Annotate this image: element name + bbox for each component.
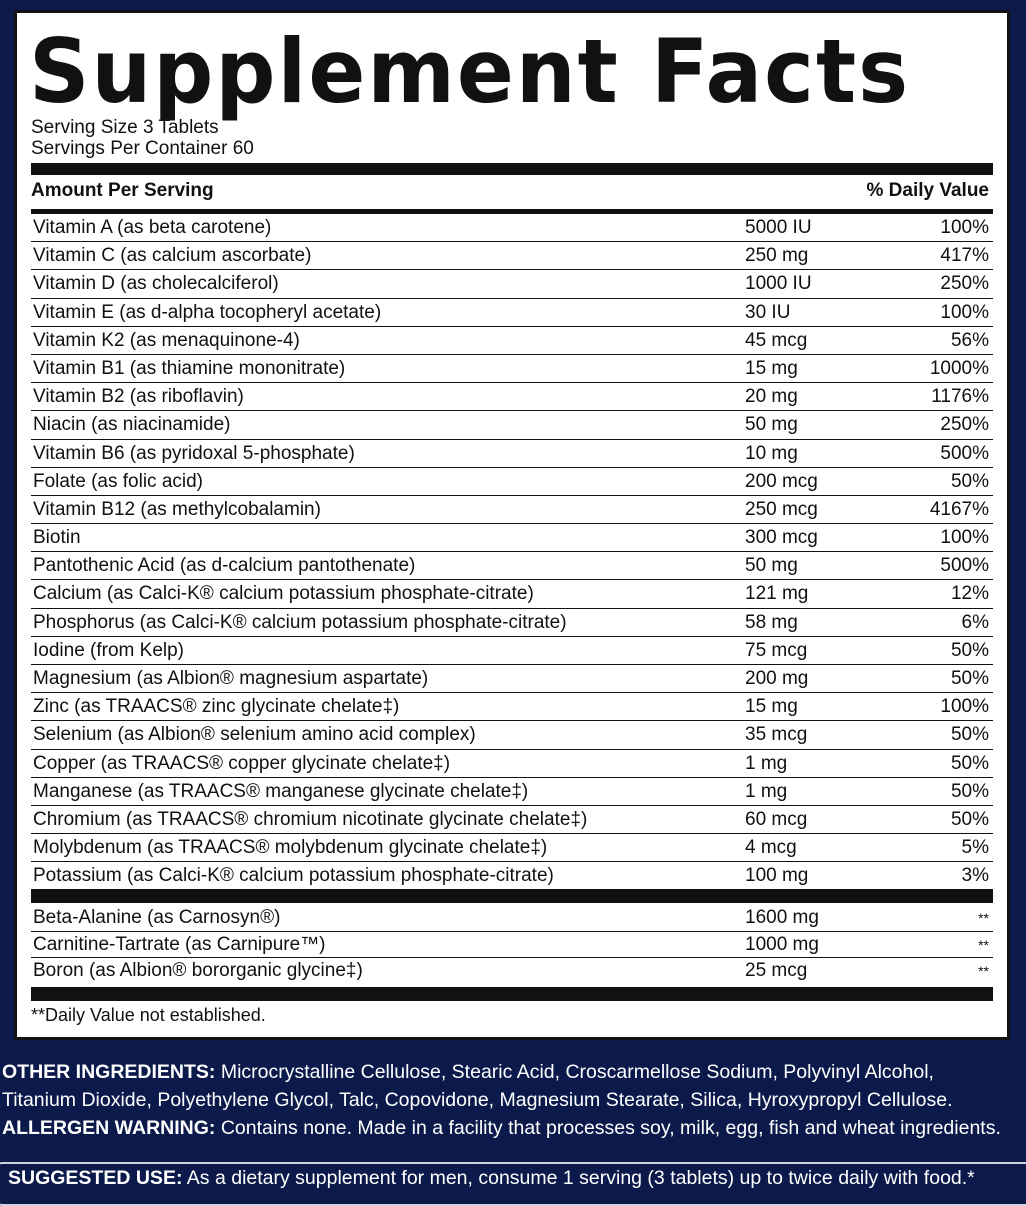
nutrient-daily-value: 417% [940,245,989,267]
nutrient-daily-value: 50% [950,808,989,830]
nutrient-amount: 25 mcg [745,960,808,981]
nutrient-daily-value: 12% [950,583,989,605]
thick-divider-bottom [31,987,993,1001]
nutrient-daily-value: 6% [961,611,989,633]
nutrient-name: Vitamin B6 (as pyridoxal 5-phosphate) [33,442,355,464]
nutrient-daily-value: 3% [961,865,989,887]
nutrient-name: Vitamin C (as calcium ascorbate) [33,245,312,267]
nutrient-name: Vitamin E (as d-alpha tocopheryl acetate) [33,301,382,323]
nutrient-row [31,496,993,524]
nutrient-daily-value: 1176% [931,386,989,408]
supplement-facts-panel [14,10,1010,1040]
nutrient-name: Selenium (as Albion® selenium amino acid complex) [33,724,476,746]
nutrient-name: Copper (as TRAACS® copper glycinate chelate‡) [33,752,451,774]
nutrient-name: Vitamin D (as cholecalciferol) [33,273,279,295]
nutrient-daily-value: 100% [940,301,989,323]
nutrient-amount: 250 mg [745,245,809,267]
nutrient-row [31,440,993,468]
nutrient-amount: 60 mcg [745,808,808,830]
nutrient-name: Phosphorus (as Calci-K® calcium potassium phosphate-citrate) [33,611,567,633]
nutrient-amount: 1 mg [745,780,788,802]
nutrient-name: Chromium (as TRAACS® chromium nicotinate glycinate chelate‡) [33,808,588,830]
serving-info [31,117,254,159]
nutrient-daily-value: 50% [950,470,989,492]
nutrient-row [31,355,993,383]
nutrient-amount: 35 mcg [745,724,808,746]
nutrient-name: Niacin (as niacinamide) [33,414,231,436]
panel-title: Supplement Facts [29,20,911,123]
nutrient-daily-value: 50% [950,639,989,661]
nutrient-daily-value: 500% [940,442,989,464]
nutrient-amount: 30 IU [745,301,791,323]
nutrient-name: Manganese (as TRAACS® manganese glycinate chelate‡) [33,780,529,802]
nutrient-name: Boron (as Albion® bororganic glycine‡) [33,960,363,981]
daily-value-footnote: **Daily Value not established. [31,1005,266,1025]
nutrient-row [31,214,993,242]
thick-divider-middle [31,889,993,903]
nutrient-daily-value: 50% [950,724,989,746]
nutrient-name: Zinc (as TRAACS® zinc glycinate chelate‡) [33,696,400,718]
nutrient-daily-value: 500% [940,555,989,577]
nutrient-amount: 1000 mg [745,933,819,955]
nutrient-daily-value: 56% [950,329,989,351]
amount-per-serving-header: Amount Per Serving [31,180,214,201]
nutrient-daily-value: 100% [940,217,989,238]
nutrient-row [31,806,993,834]
allergen-warning [0,1114,1026,1142]
nutrient-daily-value: ** [978,963,989,979]
column-header-row [31,175,993,207]
nutrient-row [31,665,993,693]
nutrient-daily-value: 1000% [929,357,989,379]
nutrient-name: Potassium (as Calci-K® calcium potassium phosphate-citrate) [33,865,554,887]
nutrient-amount: 75 mcg [745,639,808,661]
nutrient-row [31,862,993,890]
other-nutrient-table [31,905,993,985]
nutrient-amount: 100 mg [745,865,809,887]
nutrient-row [31,958,993,985]
nutrient-amount: 15 mg [745,696,798,718]
nutrient-amount: 200 mg [745,668,809,689]
nutrient-amount: 5000 IU [745,217,812,238]
nutrient-table [31,214,993,891]
nutrient-amount: 50 mg [745,555,798,577]
suggested-use-label: SUGGESTED USE: [8,1167,183,1189]
thick-divider-top [31,163,993,175]
nutrient-row [31,242,993,270]
nutrient-row [31,327,993,355]
nutrient-daily-value: ** [978,936,989,953]
nutrient-name: Vitamin B12 (as methylcobalamin) [33,498,321,520]
nutrient-amount: 15 mg [745,357,798,379]
nutrient-name: Vitamin A (as beta carotene) [33,217,272,238]
nutrient-row [31,552,993,580]
suggested-use [8,1164,975,1192]
nutrient-daily-value: 100% [940,696,989,718]
other-ingredients-line1 [0,1058,1026,1086]
nutrient-row [31,468,993,496]
nutrient-amount: 1 mg [745,752,788,774]
other-ingredients-line2 [0,1086,1026,1114]
nutrient-amount: 250 mcg [745,498,818,520]
nutrient-row [31,270,993,298]
nutrient-amount: 1600 mg [745,907,819,928]
nutrient-name: Beta-Alanine (as Carnosyn®) [33,907,281,928]
nutrient-amount: 20 mg [745,386,798,408]
nutrient-amount: 58 mg [745,611,798,633]
other-ingredients-label: OTHER INGREDIENTS: [2,1061,216,1083]
allergen-warning-label: ALLERGEN WARNING: [2,1117,216,1139]
nutrient-daily-value: 50% [950,668,989,689]
nutrient-row [31,524,993,552]
nutrient-amount: 1000 IU [745,273,812,295]
nutrient-row [31,637,993,665]
nutrient-daily-value: ** [978,910,989,926]
nutrient-daily-value: 50% [950,752,989,774]
nutrient-name: Magnesium (as Albion® magnesium aspartate) [33,668,429,689]
nutrient-row [31,932,993,959]
nutrient-amount: 200 mcg [745,470,818,492]
daily-value-header: % Daily Value [866,180,989,201]
nutrient-amount: 4 mcg [745,837,797,859]
nutrient-name: Iodine (from Kelp) [33,639,185,661]
nutrient-row [31,411,993,439]
nutrient-daily-value: 100% [940,527,989,549]
nutrient-name: Folate (as folic acid) [33,470,204,492]
nutrient-daily-value: 250% [940,273,989,295]
nutrient-row [31,750,993,778]
nutrient-daily-value: 5% [961,837,989,859]
nutrient-name: Carnitine-Tartrate (as Carnipure™) [33,933,326,955]
nutrient-amount: 10 mg [745,442,798,464]
nutrient-name: Calcium (as Calci-K® calcium potassium phosphate-citrate) [33,583,534,605]
nutrient-row [31,383,993,411]
nutrient-row [31,693,993,721]
nutrient-name: Biotin [33,527,81,549]
nutrient-amount: 121 mg [745,583,809,605]
suggested-use-text: As a dietary supplement for men, consume 1 serving (3 tablets) up to twice daily with food.* [186,1167,975,1189]
nutrient-name: Vitamin B2 (as riboflavin) [33,386,244,408]
nutrient-row [31,721,993,749]
nutrient-daily-value: 4167% [929,498,989,520]
other-ingredients-text-2: Titanium Dioxide, Polyethylene Glycol, Talc, Copovidone, Magnesium Stearate, Silica, Hyroxypropyl Cellulose. [2,1089,953,1111]
nutrient-name: Vitamin B1 (as thiamine mononitrate) [33,357,346,379]
nutrient-name: Vitamin K2 (as menaquinone-4) [33,329,300,351]
allergen-warning-text: Contains none. Made in a facility that processes soy, milk, egg, fish and wheat ingredients. [220,1117,1001,1139]
nutrient-row [31,834,993,862]
nutrient-name: Pantothenic Acid (as d-calcium pantothenate) [33,555,416,577]
nutrient-daily-value: 50% [950,780,989,802]
nutrient-daily-value: 250% [940,414,989,436]
servings-per-container: Servings Per Container 60 [31,138,254,159]
nutrient-row [31,299,993,327]
nutrient-amount: 300 mcg [745,527,818,549]
nutrient-amount: 45 mcg [745,329,808,351]
nutrient-row [31,778,993,806]
nutrient-row [31,580,993,608]
other-ingredients-text-1: Microcrystalline Cellulose, Stearic Acid, Croscarmellose Sodium, Polyvinyl Alcohol, [220,1061,934,1083]
nutrient-amount: 50 mg [745,414,798,436]
nutrient-row [31,609,993,637]
serving-size: Serving Size 3 Tablets [31,117,219,138]
nutrient-row [31,905,993,932]
nutrient-name: Molybdenum (as TRAACS® molybdenum glycinate chelate‡) [33,837,548,859]
